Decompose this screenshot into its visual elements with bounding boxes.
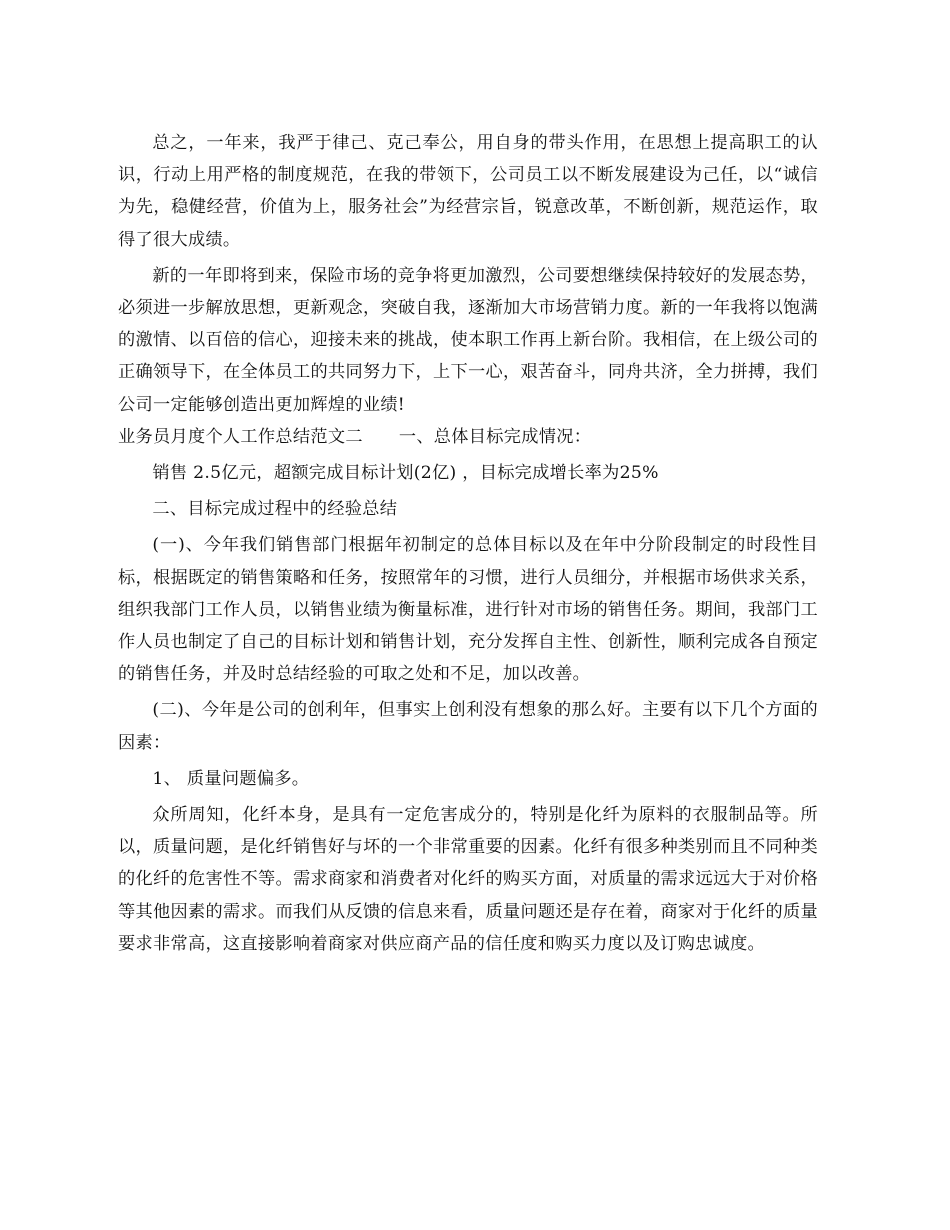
paragraph-one: (一)、今年我们销售部门根据年初制定的总体目标以及在年中分阶段制定的时段性目标，根据既定的销售策略和任务，按照常年的习惯，进行人员细分，并根据市场供求关系，组织我部门工作人员，以销售业绩为衡量标准，进行针对市场的销售任务。期间，我部门工作人员也制定了自己的目标计划和销售计划，充分发挥自主性、创新性，顺利完成各自预定的销售任务，并及时总结经验的可取之处和不足，加以改善。 [118, 535, 818, 685]
paragraph-new-year: 新的一年即将到来，保险市场的竞争将更加激烈，公司要想继续保持较好的发展态势，必须进一步解放思想，更新观念，突破自我，逐渐加大市场营销力度。新的一年我将以饱满的激情、以百倍的信心，迎接未来的挑战，使本职工作再上新台阶。我相信，在上级公司的正确领导下，在全体员工的共同努力下，上下一心，艰苦奋斗，同舟共济，全力拼搏，我们公司一定能够创造出更加辉煌的业绩! [118, 265, 818, 415]
section-title: 业务员月度个人工作总结范文二 [118, 426, 363, 447]
document-body [118, 127, 818, 960]
experience-heading: 二、目标完成过程中的经验总结 [152, 499, 398, 520]
paragraph-two: (二)、今年是公司的创利年，但事实上创利没有想象的那么好。主要有以下几个方面的因素： [118, 700, 818, 753]
paragraph-summary: 总之，一年来，我严于律己、克己奉公，用自身的带头作用，在思想上提高职工的认识，行动上用严格的制度规范，在我的带领下，公司员工以不断发展建设为己任，以“诚信为先，稳健经营，价值为上，服务社会”为经营宗旨，锐意改革，不断创新，规范运作，取得了很大成绩。 [118, 133, 818, 250]
quality-item: 1、 质量问题偏多。 [152, 768, 310, 789]
paragraph-three: 众所周知，化纤本身，是具有一定危害成分的，特别是化纤为原料的衣服制品等。所以，质量问题，是化纤销售好与坏的一个非常重要的因素。化纤有很多种类别而且不同种类的化纤的危害性不等。需求商家和消费者对化纤的购买方面，对质量的需求远远大于对价格等其他因素的需求。而我们从反馈的信息来看，质量问题还是存在着，商家对于化纤的质量要求非常高，这直接影响着商家对供应商产品的信任度和购买力度以及订购忠诚度。 [118, 805, 818, 954]
sales-result-line: 销售 2.5亿元，超额完成目标计划(2亿) ，目标完成增长率为25% [152, 463, 659, 484]
section-heading-line [118, 421, 818, 453]
section-subtitle: 一、总体目标完成情况： [398, 426, 592, 447]
